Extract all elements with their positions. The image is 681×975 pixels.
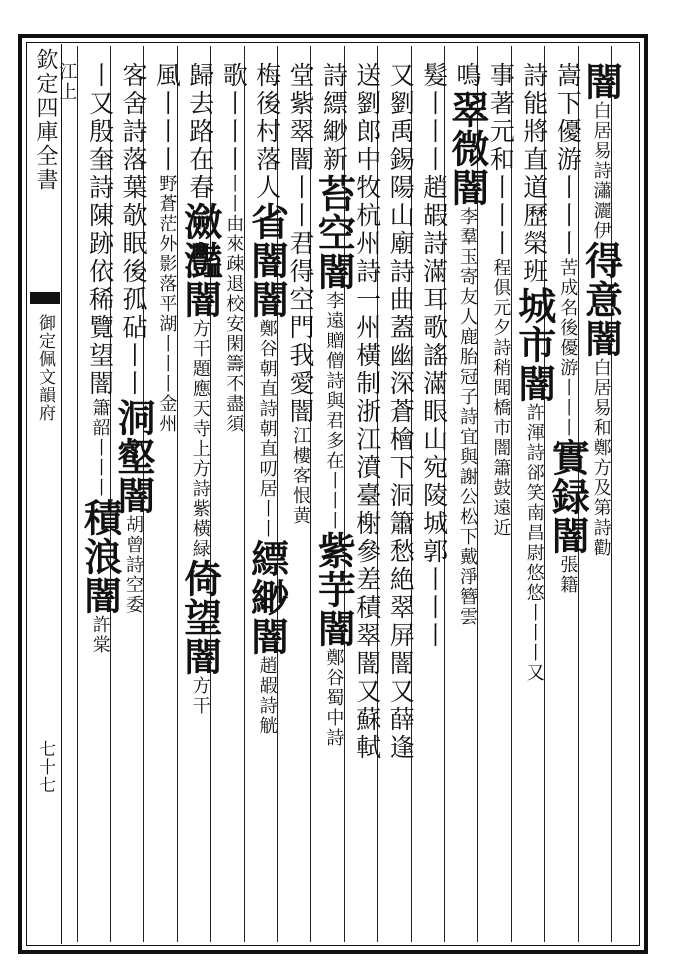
quotation-text: 江上 — [56, 62, 78, 102]
quotation-text: 梅後村落人 — [252, 62, 282, 202]
headword: 實録闇 — [545, 438, 591, 555]
spine-work-title: 御定佩文韻府 — [35, 314, 55, 422]
headword: 翠微闇 — [445, 90, 490, 207]
quotation-text: 丨又殷奎詩陳跡依稀覽望闇 — [85, 62, 115, 398]
headword: 倚望闇 — [177, 559, 223, 676]
quotation-text: 事著元和丨丨丨 — [486, 62, 516, 258]
quotation-text: 李羣玉寄友人鹿胎冠子詩宜與謝公松下戴淨簪雲 — [457, 207, 478, 627]
headword: 城市闇 — [511, 286, 557, 403]
headword: 積浪闇 — [77, 498, 123, 615]
text-column — [77, 62, 123, 655]
quotation-text: 簫韶丨丨丨 — [89, 398, 111, 498]
spine-fishtail-mark — [30, 292, 60, 304]
quotation-text: 苦成名後優游丨丨丨 — [557, 258, 579, 438]
headword: 紫芋闇 — [311, 531, 357, 648]
quotation-text: 又劉禹錫陽山廟詩曲蓋幽深蒼檜下洞簫愁絶翠屏闇又薛逢 — [386, 62, 416, 762]
headword: 苔空闇 — [311, 174, 357, 291]
quotation-text: 嵩下優游丨丨丨 — [553, 62, 583, 258]
text-column — [46, 62, 86, 102]
headword: 闇 — [578, 62, 624, 101]
headword: 省闇闇 — [244, 202, 290, 319]
quotation-text: 鳴 — [453, 62, 482, 90]
headword: 得意闇 — [578, 241, 624, 358]
quotation-text: 白居易詩瀟灑伊 — [590, 101, 612, 241]
quotation-text: 歸去路在春 — [185, 62, 215, 202]
quotation-text: 丨丨由來疎退校安閑 — [223, 174, 245, 354]
quotation-text: 程俱元夕詩稍聞橋市闇簫鼓遠近 — [490, 258, 512, 538]
quotation-text: 野蒼茫外影落平湖丨丨丨 — [156, 174, 178, 394]
column-rule — [77, 46, 78, 942]
quotation-text: 許渾詩郤笑南昌尉悠悠丨丨丨又 — [523, 403, 545, 683]
quotation-text: 堂紫翠闇丨丨君得空門我愛闇 — [286, 62, 315, 426]
quotation-text: 李遠贈僧詩與君多在丨丨丨 — [323, 291, 345, 531]
quotation-text: 鄭谷蜀中詩 — [323, 648, 345, 748]
headword: 縹緲闇 — [244, 539, 290, 656]
quotation-text: 髮丨丨丨趙嘏詩滿耳歌謠滿眼山宛陵城郭丨丨丨 — [419, 62, 449, 650]
quotation-text: 詩縹緲新 — [319, 62, 349, 174]
quotation-text: 胡曾詩空委 — [123, 515, 144, 615]
quotation-text: 客舍詩落葉欹眠後孤砧丨丨 — [119, 62, 148, 398]
spine-book-title: 欽定四庫全書 — [33, 48, 58, 192]
quotation-text: 江樓客恨黄 — [290, 426, 311, 526]
spine-page-number: 七十七 — [35, 740, 55, 794]
quotation-text: 張籍 — [557, 555, 579, 595]
quotation-text: 送劉郎中牧杭州詩一州橫制浙江濆臺榭參差積翠闇又蘇軾 — [352, 62, 382, 762]
headword: 瀲灩闇 — [177, 202, 223, 319]
quotation-text: 方干 — [189, 676, 211, 716]
headword: 洞壑闇 — [111, 398, 156, 515]
quotation-text: 方干題應天寺上方詩紫橫緑 — [189, 319, 211, 559]
quotation-text: 許棠 — [89, 615, 111, 655]
quotation-text: 詩能將直道歷榮班 — [519, 62, 549, 286]
quotation-text: 風丨丨丨 — [152, 62, 182, 174]
quotation-text: 趙嘏詩觥 — [256, 656, 278, 736]
quotation-text: 籌不盡須 — [223, 354, 245, 434]
quotation-text: 歌丨丨丨 — [219, 62, 249, 174]
quotation-text: 金州 — [156, 394, 178, 434]
quotation-text: 白居易和鄭方及第詩勸 — [590, 358, 612, 558]
quotation-text: 鄭谷朝直詩朝直叨居丨丨 — [256, 319, 278, 539]
